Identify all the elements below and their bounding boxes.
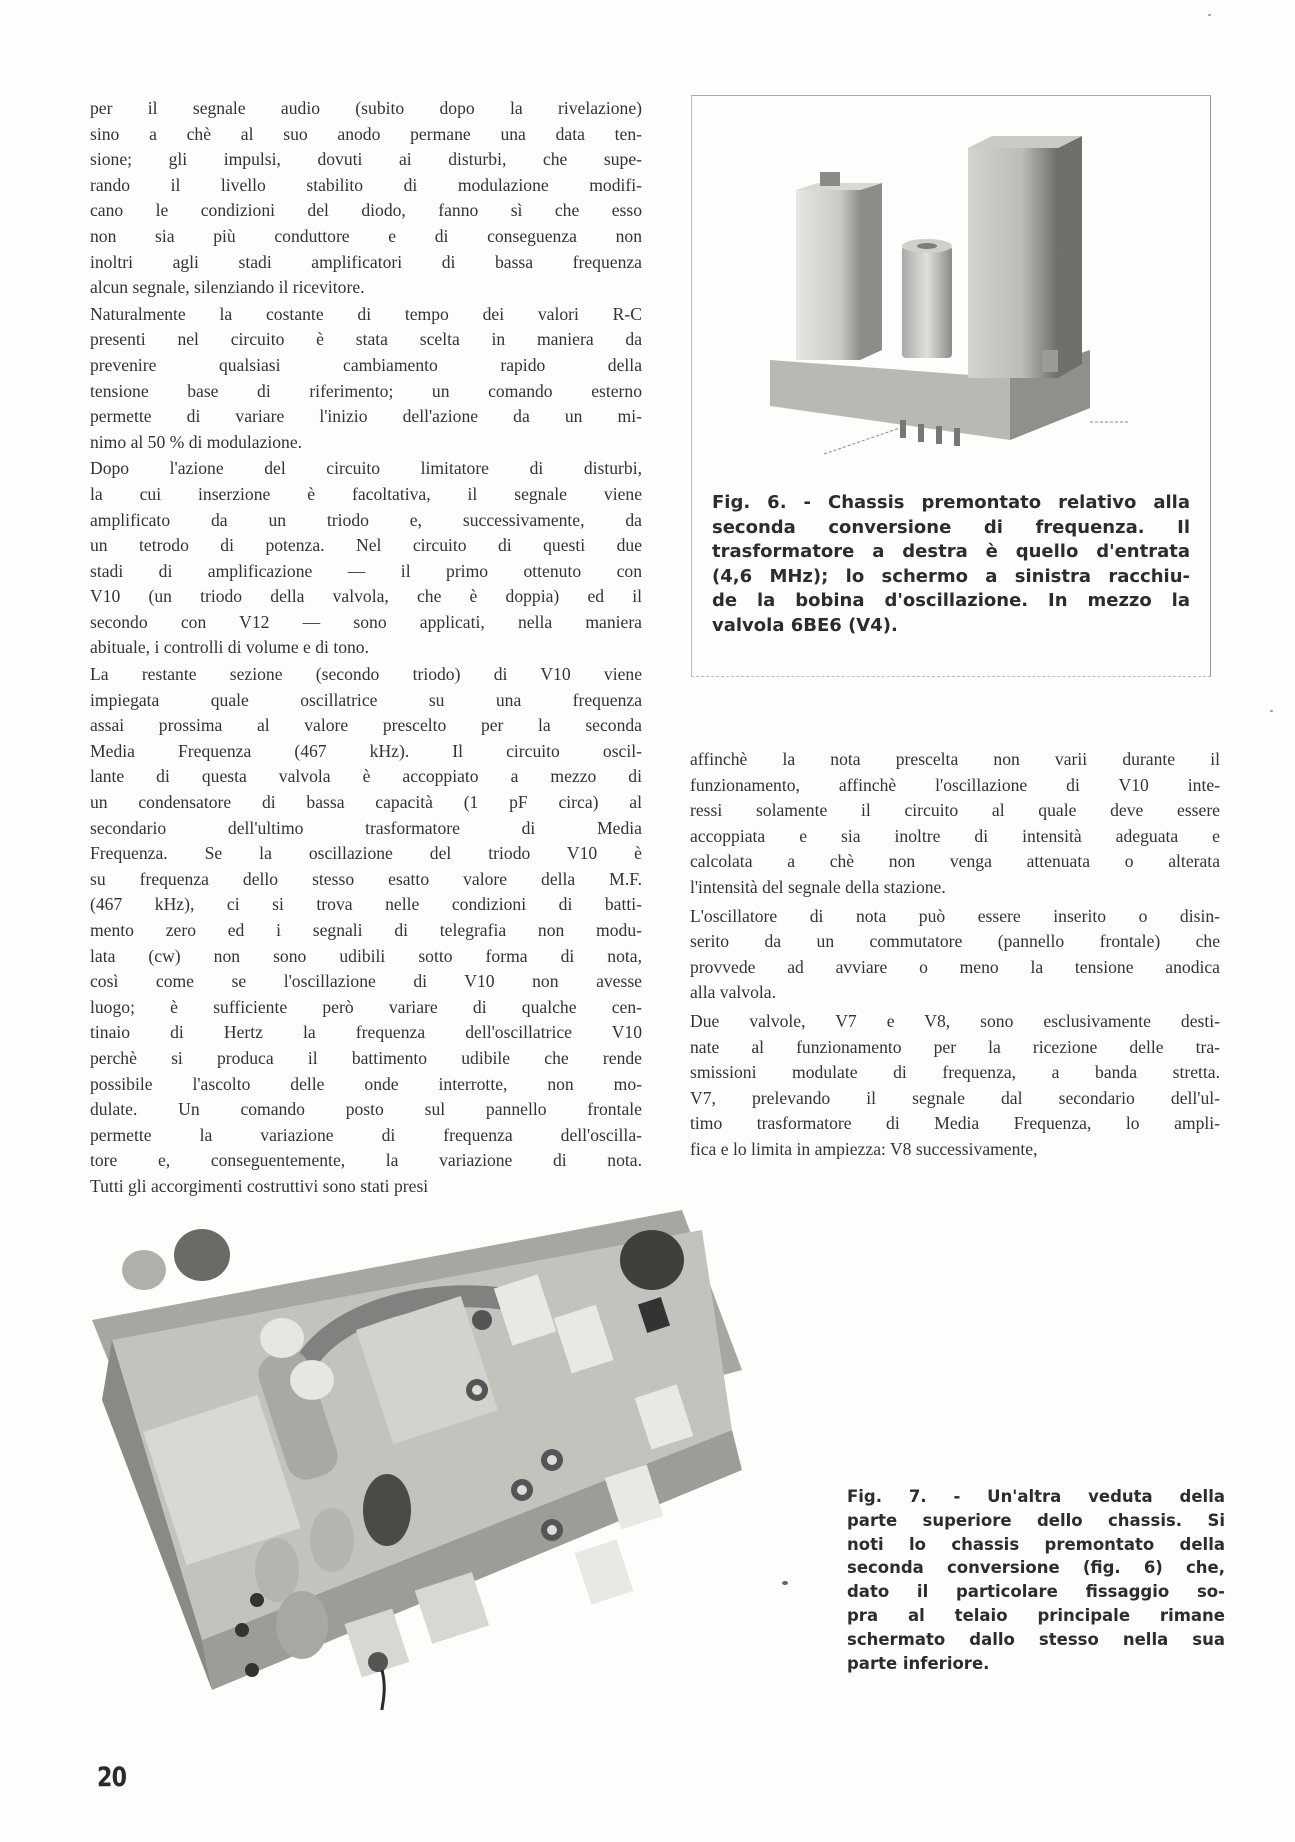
text-line: prevenire qualsiasi cambiamento rapido della bbox=[90, 354, 642, 375]
text-line: inoltri agli stadi amplificatori di bassa frequenza bbox=[90, 251, 642, 272]
text-line: Dopo l'azione del circuito limitatore di disturbi, bbox=[90, 458, 642, 479]
text-line: lante di questa valvola è accoppiato a mezzo di bbox=[90, 766, 642, 787]
text-line: funzionamento, affinchè l'oscillazione di V10 inte- bbox=[690, 774, 1220, 795]
text-line: la cui inserzione è facoltativa, il segnale viene bbox=[90, 483, 642, 504]
text-line: serito da un commutatore (pannello frontale) che bbox=[690, 931, 1220, 952]
scan-speck bbox=[782, 1581, 788, 1585]
text-line: mento zero ed i segnali di telegrafia non modu- bbox=[90, 920, 642, 940]
text-line: V10 (un triodo della valvola, che è doppia) ed il bbox=[90, 586, 642, 607]
text-line: abituale, i controlli di volume e di tono. bbox=[90, 637, 370, 658]
text-line: V7, prelevando il segnale dal secondario dell'ul- bbox=[690, 1087, 1220, 1108]
figure-7-caption bbox=[847, 1485, 1225, 1675]
text-line: permette di variare l'inizio dell'azione da un mi- bbox=[90, 406, 642, 427]
text-line: presenti nel circuito è stata scelta in maniera da bbox=[90, 329, 642, 350]
text-line: schermato dallo stesso nella sua bbox=[847, 1629, 1225, 1649]
text-line: un tetrodo di potenza. Nel circuito di questi due bbox=[90, 535, 642, 556]
text-line: permette la variazione di frequenza dell'oscilla- bbox=[90, 1124, 642, 1145]
text-line: nimo al 50 % di modulazione. bbox=[90, 431, 303, 452]
text-line: L'oscillatore di nota può essere inserito o disin- bbox=[690, 905, 1220, 926]
text-line: ressi solamente il circuito al quale deve essere bbox=[690, 800, 1220, 821]
text-line: Fig. 7. - Un'altra veduta della bbox=[847, 1487, 1225, 1506]
text-line: secondario dell'ultimo trasformatore di Media bbox=[90, 817, 642, 838]
text-line: La restante sezione (secondo triodo) di V10 viene bbox=[90, 664, 642, 685]
text-line: dato il particolare fissaggio so- bbox=[847, 1582, 1225, 1602]
text-line: un condensatore di bassa capacità (1 pF circa) al bbox=[90, 792, 642, 813]
text-line: seconda conversione (fig. 6) che, bbox=[847, 1558, 1225, 1578]
text-line: smissioni modulate di frequenza, a banda stretta. bbox=[690, 1062, 1220, 1083]
text-line: alla valvola. bbox=[690, 982, 776, 1003]
text-line: tinaio di Hertz la frequenza dell'oscillatrice V10 bbox=[90, 1022, 642, 1043]
text-line: lata (cw) non sono udibili sotto forma di nota, bbox=[90, 945, 642, 966]
text-line: luogo; è sufficiente però variare di qualche cen- bbox=[90, 996, 642, 1017]
text-line: trasformatore a destra è quello d'entrata bbox=[712, 541, 1190, 562]
text-line: Media Frequenza (467 kHz). Il circuito oscil- bbox=[90, 740, 642, 761]
text-line: Fig. 6. - Chassis premontato relativo alla bbox=[712, 492, 1190, 513]
text-line: rando il livello stabilito di modulazione modifi- bbox=[90, 174, 642, 195]
text-line: accoppiata e sia inoltre di intensità adeguata e bbox=[690, 825, 1220, 846]
text-line: su frequenza dello stesso esatto valore della M.F. bbox=[90, 868, 642, 889]
text-line: Due valvole, V7 e V8, sono esclusivamente desti- bbox=[690, 1010, 1220, 1031]
text-line: provvede ad avviare o meno la tensione anodica bbox=[690, 956, 1220, 977]
text-line: de la bobina d'oscillazione. In mezzo la bbox=[712, 590, 1190, 611]
scan-speck bbox=[1270, 710, 1273, 712]
text-line: (467 kHz), ci si trova nelle condizioni di batti- bbox=[90, 894, 642, 915]
text-line: secondo con V12 — sono applicati, nella maniera bbox=[90, 611, 642, 632]
figure-6-caption bbox=[712, 491, 1190, 638]
text-line: l'intensità del segnale della stazione. bbox=[690, 876, 946, 897]
text-line: seconda conversione di frequenza. Il bbox=[712, 516, 1190, 538]
text-line: pra al telaio principale rimane bbox=[847, 1605, 1225, 1625]
text-line: nate al funzionamento per la ricezione delle tra- bbox=[690, 1036, 1220, 1057]
page-number: 20 bbox=[97, 1762, 127, 1793]
figure-6-photo bbox=[760, 128, 1140, 468]
text-line: fica e lo limita in ampiezza: V8 successivamente, bbox=[690, 1138, 1038, 1159]
text-line: per il segnale audio (subito dopo la rivelazione) bbox=[90, 98, 642, 118]
text-line: dulate. Un comando posto sul pannello frontale bbox=[90, 1099, 642, 1120]
text-line: così come se l'oscillazione di V10 non avesse bbox=[90, 971, 642, 992]
text-line: amplificato da un triodo e, successivamente, da bbox=[90, 509, 642, 530]
text-line: impiegata quale oscillatrice su una frequenza bbox=[90, 689, 642, 710]
text-line: stadi di amplificazione — il primo ottenuto con bbox=[90, 560, 642, 581]
scan-speck bbox=[1208, 14, 1211, 16]
text-line: cano le condizioni del diodo, fanno sì che esso bbox=[90, 200, 642, 221]
text-line: sino a chè al suo anodo permane una data ten- bbox=[90, 123, 642, 144]
text-line: sione; gli impulsi, dovuti ai disturbi, che supe- bbox=[90, 149, 642, 170]
text-line: calcolata a chè non venga attenuata o alterata bbox=[690, 851, 1220, 872]
text-line: parte inferiore. bbox=[847, 1653, 990, 1673]
text-line: Naturalmente la costante di tempo dei valori R-C bbox=[90, 303, 642, 324]
text-line: valvola 6BE6 (V4). bbox=[712, 614, 898, 636]
text-line: possibile l'ascolto delle onde interrotte, non mo- bbox=[90, 1073, 642, 1094]
text-line: perchè si produca il battimento udibile che rende bbox=[90, 1047, 642, 1068]
text-line: non sia più conduttore e di conseguenza non bbox=[90, 225, 642, 246]
text-line: affinchè la nota prescelta non varii durante il bbox=[690, 749, 1220, 769]
text-line: alcun segnale, silenziando il ricevitore. bbox=[90, 277, 365, 298]
figure-7-photo bbox=[82, 1170, 772, 1710]
left-text-column bbox=[90, 96, 642, 1200]
text-line: Tutti gli accorgimenti costruttivi sono stati presi bbox=[90, 1175, 429, 1196]
text-line: (4,6 MHz); lo schermo a sinistra racchiu- bbox=[712, 565, 1190, 587]
text-line: timo trasformatore di Media Frequenza, lo ampli- bbox=[690, 1113, 1220, 1134]
text-line: assai prossima al valore prescelto per la seconda bbox=[90, 715, 642, 736]
text-line: noti lo chassis premontato della bbox=[847, 1534, 1225, 1554]
text-line: tore e, conseguentemente, la variazione di nota. bbox=[90, 1150, 642, 1171]
text-line: tensione base di riferimento; un comando esterno bbox=[90, 380, 642, 401]
text-line: Frequenza. Se la oscillazione del triodo V10 è bbox=[90, 843, 642, 864]
text-line: parte superiore dello chassis. Si bbox=[847, 1510, 1225, 1530]
right-text-column bbox=[690, 747, 1220, 1163]
